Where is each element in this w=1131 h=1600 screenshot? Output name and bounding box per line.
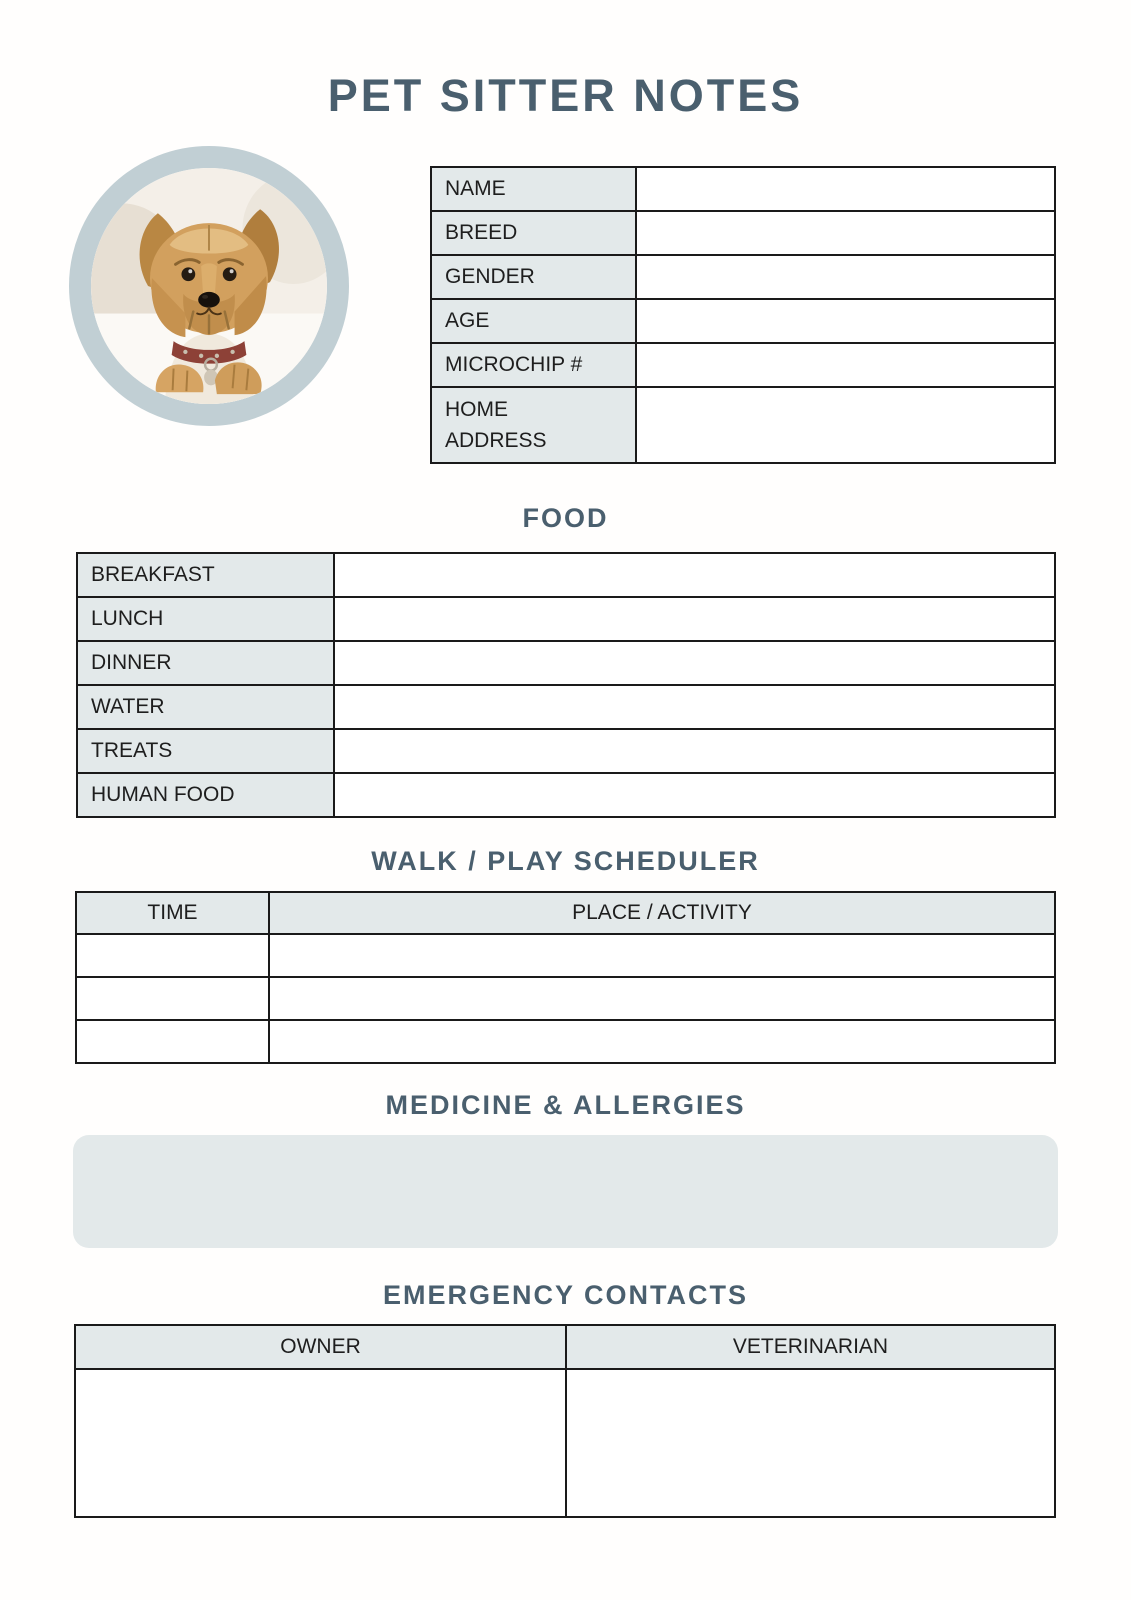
food-value-dinner[interactable] <box>334 641 1055 685</box>
walk-time-cell[interactable] <box>76 977 269 1020</box>
table-row <box>75 1369 1055 1517</box>
medicine-heading: MEDICINE & ALLERGIES <box>385 1090 746 1120</box>
food-heading: FOOD <box>522 503 609 533</box>
food-label-treats: TREATS <box>77 729 334 773</box>
walk-play-table <box>75 891 1056 1064</box>
walk-place-cell[interactable] <box>269 977 1055 1020</box>
pet-info-table <box>430 166 1056 464</box>
medicine-notes-box[interactable] <box>73 1135 1058 1248</box>
pet-info-label-age: AGE <box>431 299 636 343</box>
emergency-veterinarian-cell[interactable] <box>566 1369 1055 1517</box>
food-label-breakfast: BREAKFAST <box>77 553 334 597</box>
walk-place-cell[interactable] <box>269 934 1055 977</box>
food-value-treats[interactable] <box>334 729 1055 773</box>
table-row <box>76 977 1055 1020</box>
table-row <box>76 934 1055 977</box>
table-row <box>76 1020 1055 1063</box>
page-title: PET SITTER NOTES <box>327 70 804 121</box>
pet-info-value-gender[interactable] <box>636 255 1055 299</box>
food-label-human-food: HUMAN FOOD <box>77 773 334 817</box>
pet-info-value-age[interactable] <box>636 299 1055 343</box>
food-value-lunch[interactable] <box>334 597 1055 641</box>
pet-info-value-microchip[interactable] <box>636 343 1055 387</box>
dog-portrait-photo <box>91 163 327 409</box>
food-table <box>76 552 1056 818</box>
pet-info-value-name[interactable] <box>636 167 1055 211</box>
walk-heading: WALK / PLAY SCHEDULER <box>371 846 760 876</box>
emergency-header-owner: OWNER <box>75 1325 566 1369</box>
walk-header-place-activity: PLACE / ACTIVITY <box>269 892 1055 934</box>
emergency-contacts-table <box>74 1324 1056 1518</box>
emergency-owner-cell[interactable] <box>75 1369 566 1517</box>
pet-info-label-home-address: HOME ADDRESS <box>431 387 636 463</box>
pet-info-label-microchip: MICROCHIP # <box>431 343 636 387</box>
emergency-header-veterinarian: VETERINARIAN <box>566 1325 1055 1369</box>
pet-photo-frame <box>69 146 349 426</box>
food-label-lunch: LUNCH <box>77 597 334 641</box>
walk-header-time: TIME <box>76 892 269 934</box>
food-value-water[interactable] <box>334 685 1055 729</box>
pet-info-value-breed[interactable] <box>636 211 1055 255</box>
walk-time-cell[interactable] <box>76 934 269 977</box>
walk-place-cell[interactable] <box>269 1020 1055 1063</box>
food-value-human-food[interactable] <box>334 773 1055 817</box>
pet-info-label-gender: GENDER <box>431 255 636 299</box>
food-value-breakfast[interactable] <box>334 553 1055 597</box>
emergency-heading: EMERGENCY CONTACTS <box>382 1280 749 1310</box>
pet-photo <box>91 163 327 409</box>
food-label-water: WATER <box>77 685 334 729</box>
pet-info-label-breed: BREED <box>431 211 636 255</box>
pet-info-label-name: NAME <box>431 167 636 211</box>
food-label-dinner: DINNER <box>77 641 334 685</box>
pet-info-value-home-address[interactable] <box>636 387 1055 463</box>
walk-time-cell[interactable] <box>76 1020 269 1063</box>
